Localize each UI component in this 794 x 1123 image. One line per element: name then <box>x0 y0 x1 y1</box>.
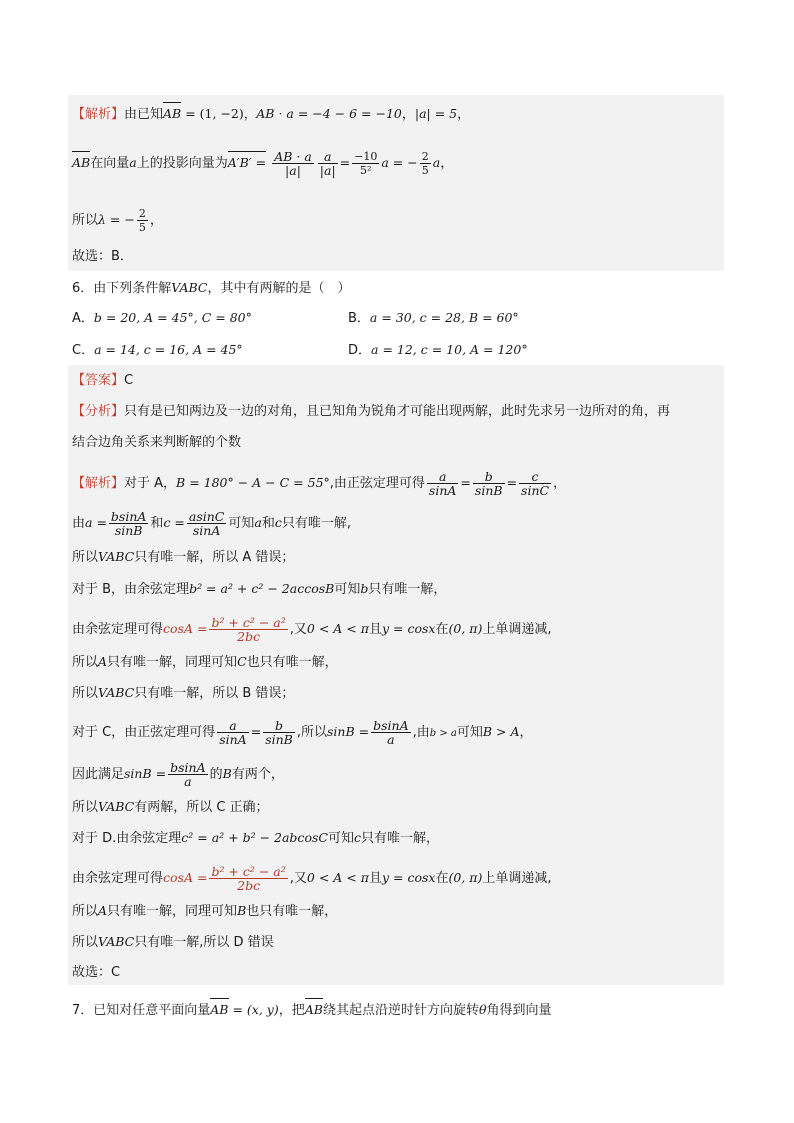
solution-tag: 【解析】 <box>72 107 125 122</box>
answer-tag: 【答案】 <box>72 373 125 388</box>
q6-sol-14: 所以VABC只有唯一解,所以 D 错误 <box>72 934 274 950</box>
q6-sol-10: 所以VABC有两解，所以 C 正确； <box>72 799 269 815</box>
q6-stem: 6．由下列条件解VABC，其中有两解的是（ ） <box>72 280 351 296</box>
q5-line-1: 【解析】由已知AB = (1, −2)，AB · a = −4 − 6 = −10，|a| = 5， <box>72 106 471 122</box>
q6-answer-band <box>68 365 724 985</box>
q6-sol-3: 所以VABC只有唯一解，所以 A 错误； <box>72 549 295 565</box>
q6-sol-6: 所以A只有唯一解，同理可知C也只有唯一解， <box>72 654 338 670</box>
option-a[interactable]: A．b = 20, A = 45°, C = 80° <box>72 310 252 326</box>
fraction: $\frac{2}{5}$ <box>421 150 429 177</box>
fraction: $\frac{a}{\sin A}$ <box>428 469 457 498</box>
q6-sol-13: 所以A只有唯一解，同理可知B也只有唯一解， <box>72 903 338 919</box>
fraction: $\frac{bsinA}{\sin B}$ <box>110 509 147 538</box>
q6-sol-1: 【解析】对于 A，B = 180° − A − C = 55°,由正弦定理可得 $\frac{a}{\sin A}$ = $\frac{b}{\sin B}$ = $\frac{c}{\sin C}$ ， <box>72 469 567 498</box>
q6-answer: 【答案】C <box>72 373 134 388</box>
option-d[interactable]: D．a = 12, c = 10, A = 120° <box>348 342 528 358</box>
q6-sol-11: 对于 D.由余弦定理c² = a² + b² − 2abcosC可知c只有唯一解， <box>72 830 439 846</box>
fraction: $\frac{a}{\sin A}$ <box>219 718 247 747</box>
q5-line-3: 所以λ = − $\frac{2}{5}$ ， <box>72 207 163 234</box>
q6-sol-5: 由余弦定理可得cosA = $\frac{\text{b² + c² − a²}}{2bc}$ ,又0 < A < π且y = cosx在(0, π)上单调递减, <box>72 615 552 644</box>
q6-sol-12: 由余弦定理可得cosA = $\frac{\text{b² + c² − a²}}{2bc}$ ,又0 < A < π且y = cosx在(0, π)上单调递减, <box>72 864 552 893</box>
q6-sol-8: 对于 C，由正弦定理可得 $\frac{a}{\sin A}$ = $\frac{b}{\sin B}$ ,所以sinB = $\frac{bsinA}{a}$ ,由b > a可知B > A， <box>72 718 533 747</box>
fraction: $\frac{a}{|a|}$ <box>319 149 336 178</box>
q6-analysis-2: 结合边角关系来判断解的个数 <box>72 435 242 450</box>
fraction: $\frac{\text{b² + c² − a²}}{2bc}$ <box>211 615 286 644</box>
q6-sol-7: 所以VABC只有唯一解，所以 B 错误； <box>72 685 295 701</box>
fraction: $\frac{asinC}{\sin A}$ <box>188 509 225 538</box>
analysis-tag: 【分析】 <box>72 404 125 419</box>
q5-line-2: AB在向量a上的投影向量为A′B′ = $\frac{AB \cdot a}{|a|}$ $\frac{a}{|a|}$ = $\frac{-10}{\text{5²}}$ a = − $\frac{2}{5}$ a， <box>72 149 454 178</box>
fraction: $\frac{bsinA}{a}$ <box>373 718 409 747</box>
q6-sol-15: 故选：C <box>72 965 121 980</box>
fraction: $\frac{\text{b² + c² − a²}}{2bc}$ <box>211 864 286 893</box>
fraction: $\frac{bsinA}{a}$ <box>170 760 206 789</box>
q6-analysis-1: 【分析】只有是已知两边及一边的对角，且已知角为锐角才可能出现两解，此时先求另一边所对的角，再 <box>72 404 671 419</box>
fraction: $\frac{AB \cdot a}{|a|}$ <box>274 149 312 178</box>
q7-stem: 7．已知对任意平面向量AB = (x, y)，把AB绕其起点沿逆时针方向旋转θ角得到向量 <box>72 1002 552 1018</box>
q6-sol-9: 因此满足sinB = $\frac{bsinA}{a}$ 的B有两个， <box>72 760 284 789</box>
fraction: $\frac{-10}{\text{5²}}$ <box>354 150 378 177</box>
q6-sol-4: 对于 B，由余弦定理b² = a² + c² − 2accosB可知b只有唯一解， <box>72 581 447 597</box>
solution-tag: 【解析】 <box>72 476 125 491</box>
q6-sol-2: 由a = $\frac{bsinA}{\sin B}$ 和c = $\frac{asinC}{\sin A}$ 可知a和c只有唯一解, <box>72 509 352 538</box>
fraction: $\frac{b}{\sin B}$ <box>474 469 503 498</box>
fraction: $\frac{b}{\sin B}$ <box>265 718 293 747</box>
option-b[interactable]: B．a = 30, c = 28, B = 60° <box>348 310 519 326</box>
option-c[interactable]: C．a = 14, c = 16, A = 45° <box>72 342 243 358</box>
fraction: $\frac{c}{\sin C}$ <box>521 469 550 498</box>
q5-line-4: 故选：B． <box>72 249 133 264</box>
fraction: $\frac{2}{5}$ <box>138 207 146 234</box>
